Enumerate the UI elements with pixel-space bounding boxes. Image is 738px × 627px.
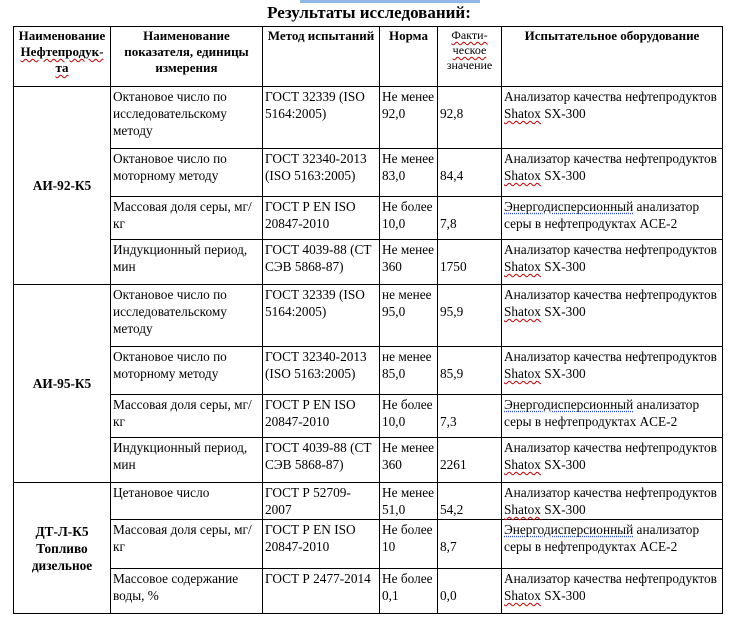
equipment-cell: [502, 149, 723, 197]
method-cell: ГОСТ 32340-2013 (ISO 5163:2005): [263, 149, 380, 197]
header-actual: Факти- ческое значение: [438, 27, 502, 87]
norm-cell: Не более 0,1: [380, 569, 438, 614]
indicator-cell: Массовая доля серы, мг/кг: [111, 395, 263, 438]
norm-cell: Не более 10: [380, 520, 438, 569]
page-title: Результаты исследований:: [267, 3, 471, 22]
actual-cell: 54,2: [438, 483, 502, 520]
indicator-cell: Индукционный период, мин: [111, 438, 263, 483]
equipment-brand: Энергодисперсионный: [504, 199, 634, 214]
equipment-brand: Shatox: [504, 106, 541, 121]
equipment-brand: Shatox: [504, 502, 541, 517]
actual-cell: 95,9: [438, 285, 502, 347]
equipment-text: SX-300: [540, 168, 586, 183]
table-row: [14, 197, 723, 240]
equipment-text: Анализатор качества нефтепродуктов: [504, 151, 717, 166]
norm-cell: Не более 10,0: [380, 197, 438, 240]
equipment-cell: [502, 438, 723, 483]
equipment-text: SX-300: [540, 106, 586, 121]
header-indicator: Наименование показателя, единицы измерения: [111, 27, 263, 87]
equipment-cell: [502, 520, 723, 569]
equipment-brand: Shatox: [504, 457, 541, 472]
equipment-text: Анализатор качества нефтепродуктов: [504, 242, 717, 257]
method-cell: ГОСТ 32340-2013 (ISO 5163:2005): [263, 347, 380, 395]
method-cell: ГОСТ Р EN ISO 20847-2010: [263, 395, 380, 438]
norm-cell: Не менее 83,0: [380, 149, 438, 197]
equipment-text: SX-300: [540, 457, 586, 472]
norm-cell: Не менее 92,0: [380, 87, 438, 149]
actual-cell: 85,9: [438, 347, 502, 395]
header-product: Наименование Нефтепродук- та: [14, 27, 111, 87]
equipment-text: Анализатор качества нефтепродуктов: [504, 485, 717, 500]
method-cell: ГОСТ 32339 (ISO 5164:2005): [263, 285, 380, 347]
header-norm: Норма: [380, 27, 438, 87]
equipment-text: SX-300: [540, 366, 586, 381]
equipment-brand: Энергодисперсионный: [504, 522, 634, 537]
table-row: [14, 240, 723, 285]
actual-cell: 7,8: [438, 197, 502, 240]
method-cell: ГОСТ Р 52709-2007: [263, 483, 380, 520]
equipment-cell: [502, 197, 723, 240]
equipment-brand: Энергодисперсионный: [504, 397, 634, 412]
indicator-cell: Октановое число по исследовательскому методу: [111, 87, 263, 149]
method-cell: ГОСТ 32339 (ISO 5164:2005): [263, 87, 380, 149]
equipment-brand: Shatox: [504, 366, 541, 381]
equipment-text: анализатор серы в нефтепродуктах ACE-2: [504, 199, 700, 231]
norm-cell: Не менее 360: [380, 240, 438, 285]
equipment-cell: [502, 483, 723, 520]
header-equipment: Испытательное оборудование: [502, 27, 723, 87]
indicator-cell: Массовая доля серы, мг/кг: [111, 520, 263, 569]
norm-cell: Не более 10,0: [380, 395, 438, 438]
actual-cell: 84,4: [438, 149, 502, 197]
equipment-text: Анализатор качества нефтепродуктов: [504, 287, 717, 302]
table-row: [14, 285, 723, 347]
equipment-cell: [502, 87, 723, 149]
equipment-cell: [502, 569, 723, 614]
results-table: [13, 26, 723, 614]
actual-cell: 2261: [438, 438, 502, 483]
norm-cell: Не менее 360: [380, 438, 438, 483]
equipment-text: Анализатор качества нефтепродуктов: [504, 571, 717, 586]
equipment-text: SX-300: [540, 502, 586, 517]
product-name: АИ-95-К5: [14, 285, 111, 483]
indicator-cell: Октановое число по исследовательскому методу: [111, 285, 263, 347]
indicator-cell: Цетановое число: [111, 483, 263, 520]
actual-cell: 7,3: [438, 395, 502, 438]
equipment-text: SX-300: [540, 304, 586, 319]
equipment-cell: [502, 240, 723, 285]
equipment-brand: Shatox: [504, 588, 541, 603]
actual-cell: 8,7: [438, 520, 502, 569]
table-row: [14, 438, 723, 483]
method-cell: ГОСТ 4039-88 (СТ СЭВ 5868-87): [263, 438, 380, 483]
equipment-text: Анализатор качества нефтепродуктов: [504, 440, 717, 455]
indicator-cell: Массовая доля серы, мг/кг: [111, 197, 263, 240]
equipment-cell: [502, 347, 723, 395]
table-row: [14, 483, 723, 520]
header-method: Метод испытаний: [263, 27, 380, 87]
equipment-text: анализатор серы в нефтепродуктах ACE-2: [504, 522, 700, 554]
actual-cell: 0,0: [438, 569, 502, 614]
table-row: [14, 520, 723, 569]
indicator-cell: Октановое число по моторному методу: [111, 149, 263, 197]
equipment-brand: Shatox: [504, 168, 541, 183]
equipment-text: SX-300: [540, 259, 586, 274]
product-name: АИ-92-К5: [14, 87, 111, 285]
norm-cell: Не менее 51,0: [380, 483, 438, 520]
table-row: [14, 87, 723, 149]
table-row: [14, 347, 723, 395]
table-row: [14, 569, 723, 614]
equipment-brand: Shatox: [504, 304, 541, 319]
product-name: ДТ-Л-К5 Топливо дизельное: [14, 483, 111, 614]
header-row: [14, 27, 723, 87]
method-cell: ГОСТ Р EN ISO 20847-2010: [263, 520, 380, 569]
indicator-cell: Октановое число по моторному методу: [111, 347, 263, 395]
method-cell: ГОСТ 4039-88 (СТ СЭВ 5868-87): [263, 240, 380, 285]
equipment-text: Анализатор качества нефтепродуктов: [504, 349, 717, 364]
method-cell: ГОСТ Р 2477-2014: [263, 569, 380, 614]
actual-cell: 1750: [438, 240, 502, 285]
table-row: [14, 149, 723, 197]
results-body: [14, 87, 723, 614]
indicator-cell: Индукционный период, мин: [111, 240, 263, 285]
equipment-text: Анализатор качества нефтепродуктов: [504, 89, 717, 104]
equipment-cell: [502, 395, 723, 438]
norm-cell: не менее 95,0: [380, 285, 438, 347]
indicator-cell: Массовое содержание воды, %: [111, 569, 263, 614]
equipment-text: анализатор серы в нефтепродуктах ACE-2: [504, 397, 700, 429]
table-row: [14, 395, 723, 438]
equipment-text: SX-300: [540, 588, 586, 603]
equipment-cell: [502, 285, 723, 347]
actual-cell: 92,8: [438, 87, 502, 149]
method-cell: ГОСТ Р EN ISO 20847-2010: [263, 197, 380, 240]
norm-cell: не менее 85,0: [380, 347, 438, 395]
equipment-brand: Shatox: [504, 259, 541, 274]
